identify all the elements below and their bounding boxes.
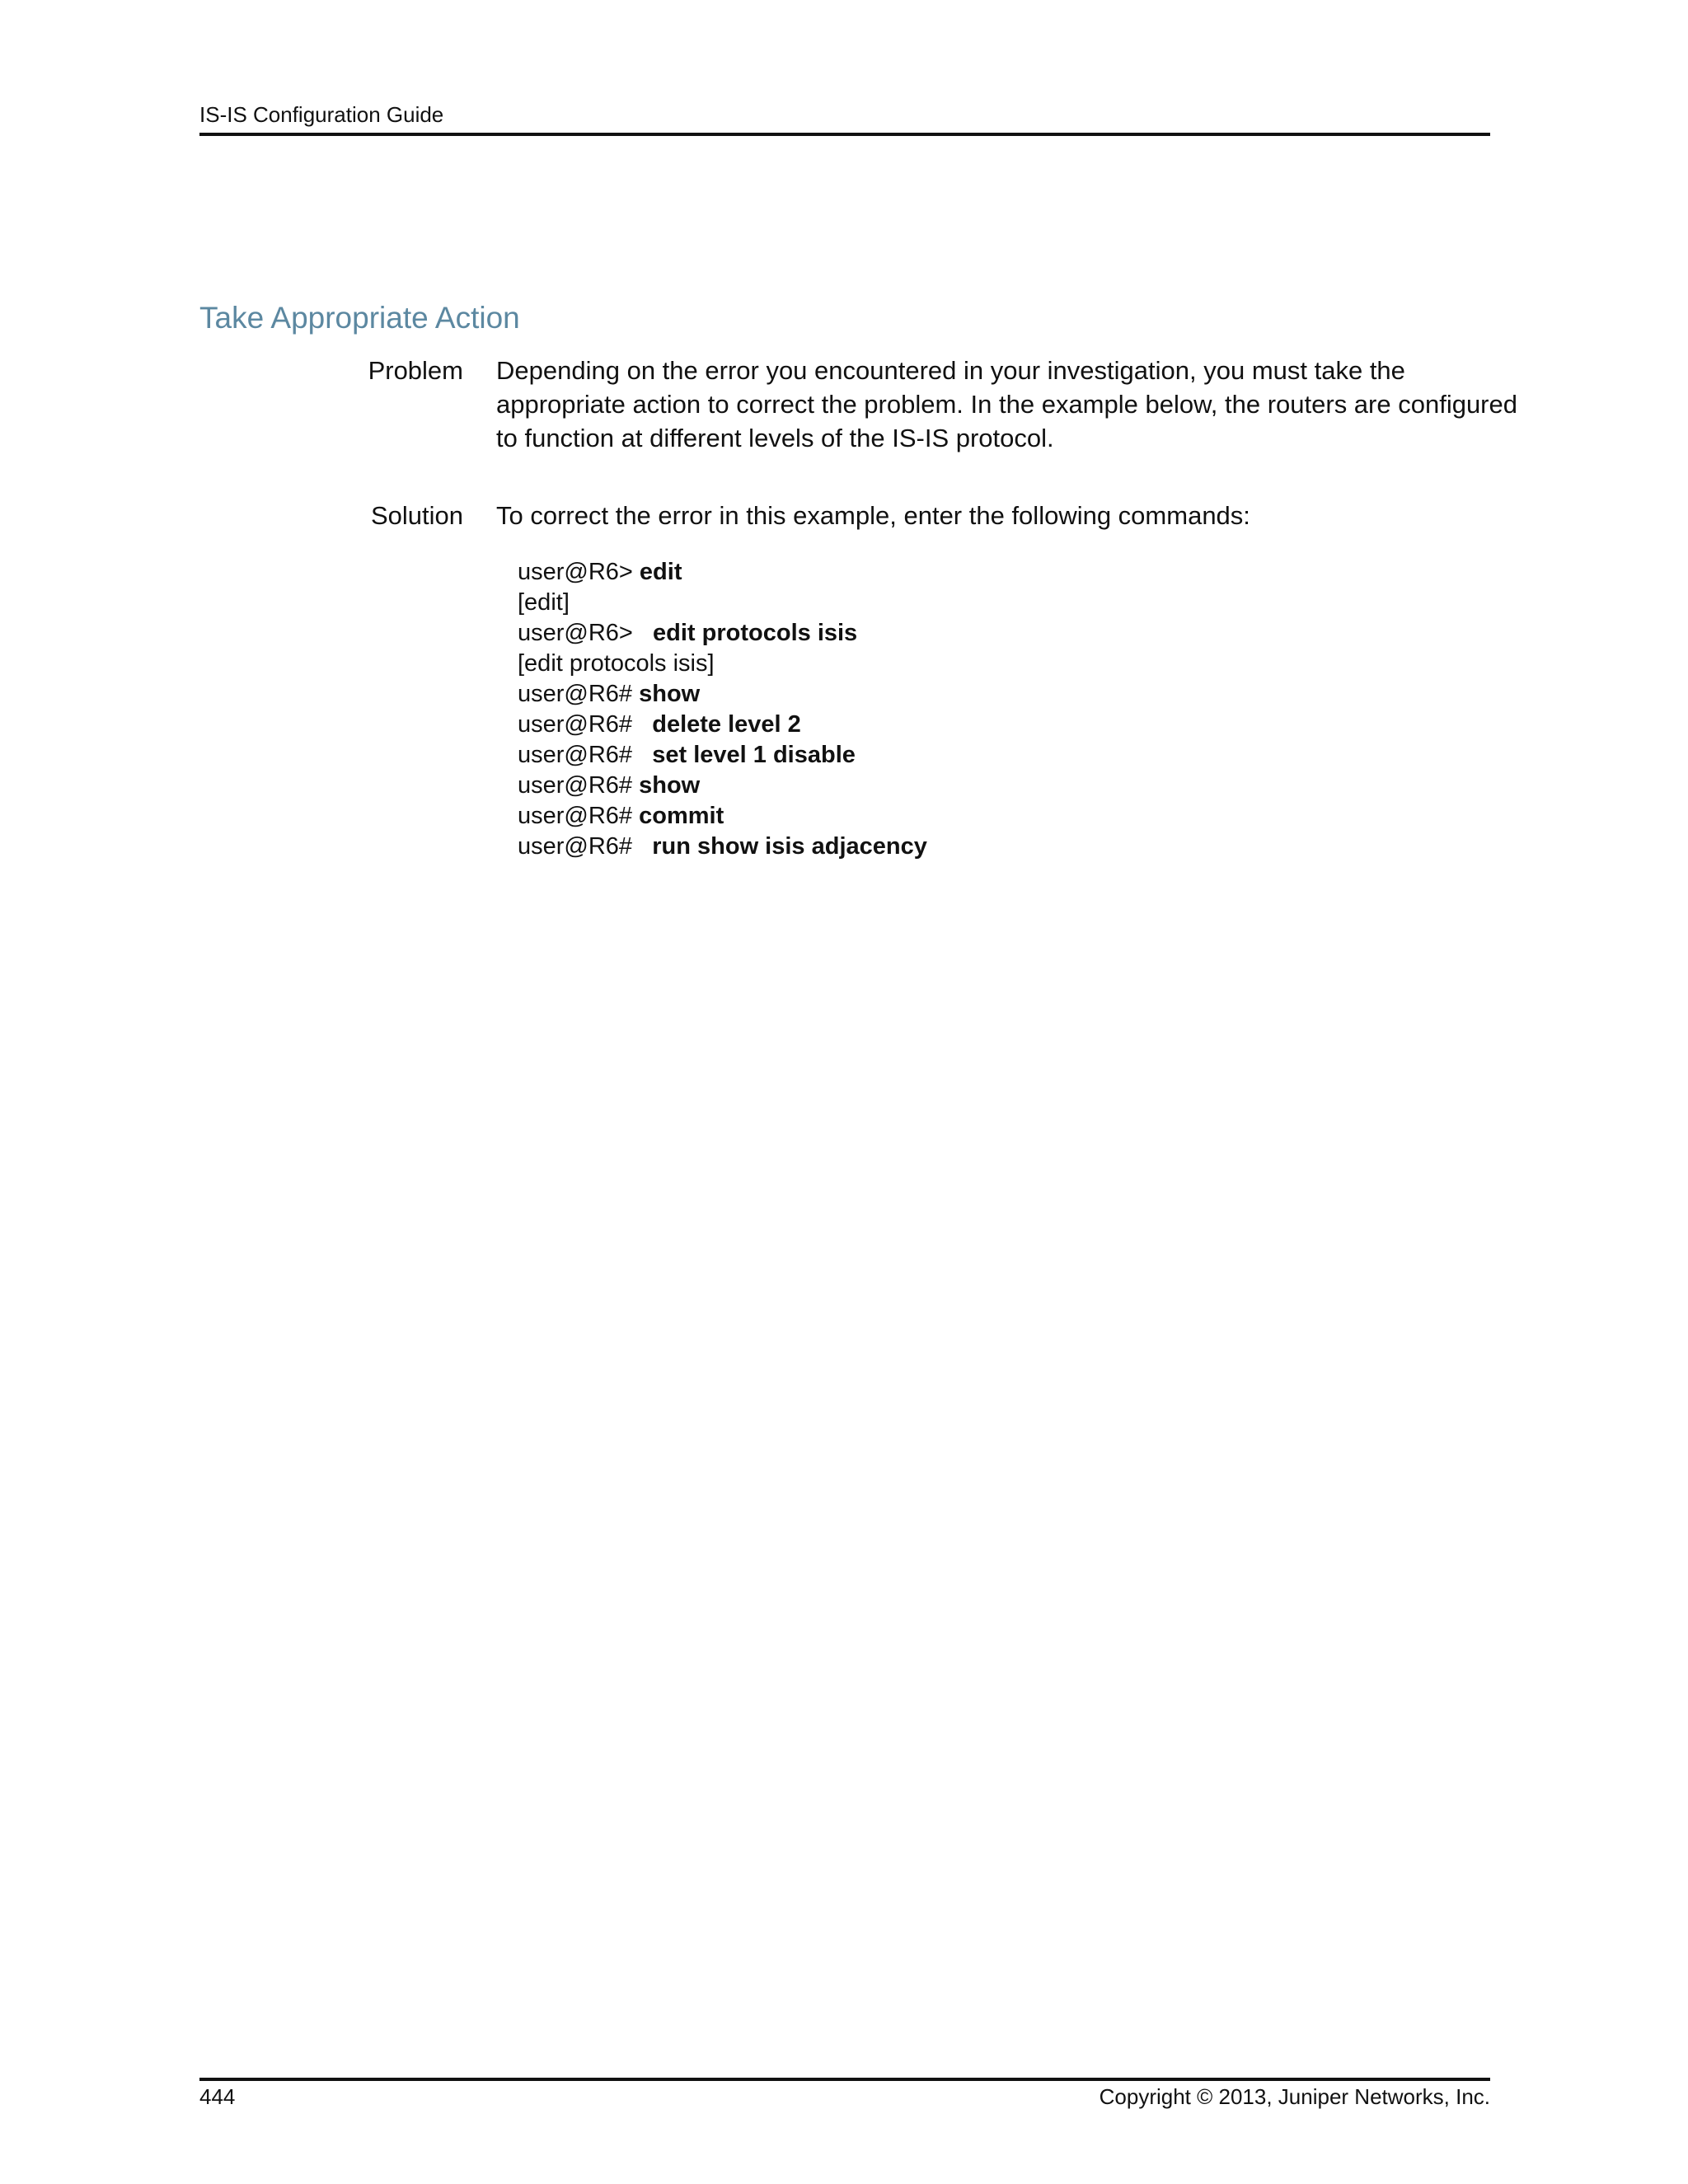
page-number: 444 bbox=[199, 2084, 236, 2109]
solution-label: Solution bbox=[370, 501, 463, 530]
cli-prompt: user@R6# bbox=[518, 772, 640, 799]
cli-prompt: user@R6# bbox=[518, 711, 653, 738]
cli-command: edit bbox=[639, 559, 682, 585]
cli-prompt: user@R6# bbox=[518, 742, 653, 768]
command-line bbox=[518, 649, 1424, 679]
command-line bbox=[518, 801, 1424, 832]
cli-prompt: user@R6# bbox=[518, 681, 640, 707]
command-line bbox=[518, 710, 1424, 740]
problem-line: appropriate action to correct the problem. In the example below, the routers are configured bbox=[496, 390, 1517, 419]
cli-command: show bbox=[639, 772, 701, 799]
cli-command: set level 1 disable bbox=[652, 742, 856, 768]
problem-text bbox=[496, 354, 1517, 455]
command-line bbox=[518, 740, 1424, 771]
command-line bbox=[518, 557, 1424, 588]
problem-line: Depending on the error you encountered in your investigation, you must take the bbox=[496, 356, 1405, 385]
command-line bbox=[518, 618, 1424, 649]
cli-prompt: user@R6> bbox=[518, 620, 654, 646]
cli-command: show bbox=[639, 681, 701, 707]
cli-command: edit protocols isis bbox=[653, 620, 858, 646]
header-rule bbox=[199, 133, 1490, 136]
problem-line: to function at different levels of the IS-IS protocol. bbox=[496, 424, 1054, 452]
problem-label: Problem bbox=[368, 356, 463, 385]
section-heading: Take Appropriate Action bbox=[199, 301, 520, 335]
running-header: IS-IS Configuration Guide bbox=[199, 102, 444, 127]
command-line bbox=[518, 588, 1424, 618]
cli-prompt: [edit protocols isis] bbox=[518, 650, 715, 677]
command-block bbox=[518, 557, 1424, 862]
cli-prompt: user@R6> bbox=[518, 559, 640, 585]
copyright-notice: Copyright © 2013, Juniper Networks, Inc. bbox=[1099, 2084, 1490, 2109]
command-line bbox=[518, 679, 1424, 710]
cli-prompt: user@R6# bbox=[518, 833, 653, 860]
cli-prompt: user@R6# bbox=[518, 803, 640, 829]
command-line bbox=[518, 832, 1424, 862]
command-line bbox=[518, 771, 1424, 801]
cli-command: commit bbox=[639, 803, 724, 829]
solution-text: To correct the error in this example, enter the following commands: bbox=[496, 501, 1250, 530]
cli-command: run show isis adjacency bbox=[652, 833, 927, 860]
cli-command: delete level 2 bbox=[652, 711, 801, 738]
cli-prompt: [edit] bbox=[518, 589, 570, 616]
footer-rule bbox=[199, 2078, 1490, 2081]
